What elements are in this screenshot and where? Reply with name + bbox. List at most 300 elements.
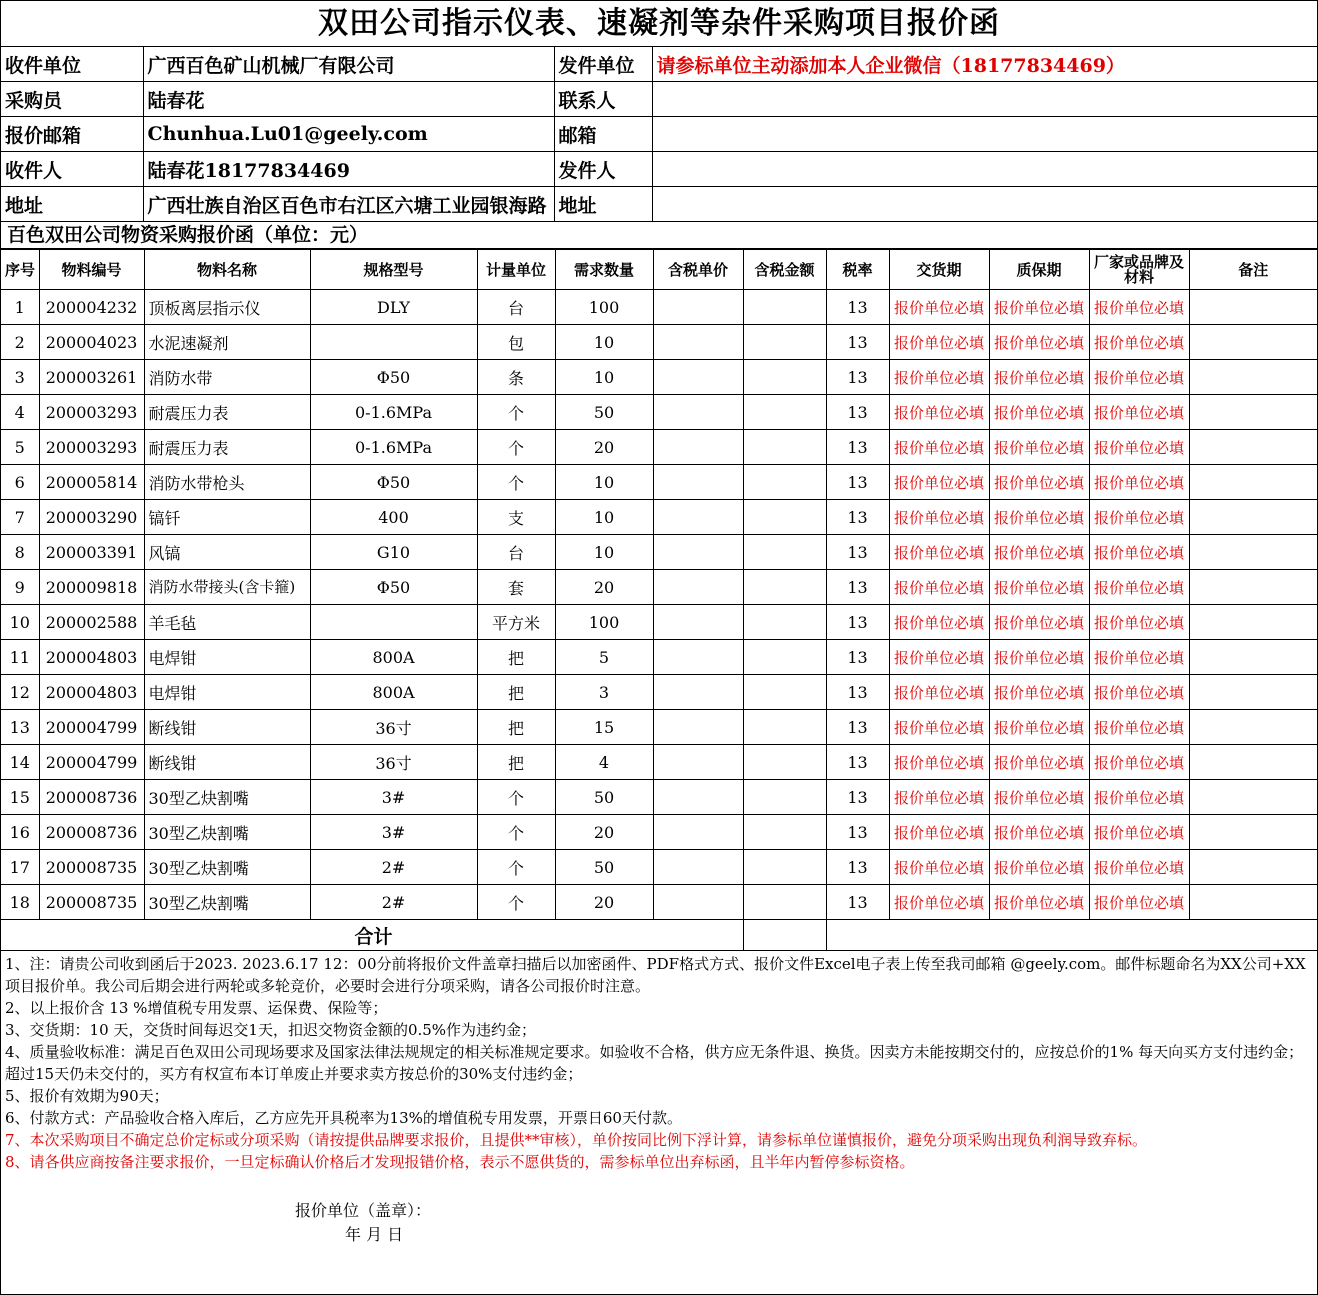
cell-remark[interactable] — [1189, 360, 1317, 395]
cell-amount[interactable] — [743, 675, 826, 710]
cell-name: 30型乙炔割嘴 — [144, 815, 310, 850]
cell-unit: 个 — [477, 815, 555, 850]
cell-tax: 13 — [826, 605, 889, 640]
info-value[interactable]: 陆春花 — [143, 82, 554, 117]
cell-code: 200003391 — [39, 535, 144, 570]
cell-spec — [310, 325, 477, 360]
cell-remark[interactable] — [1189, 815, 1317, 850]
info-label: 地址 — [1, 187, 143, 222]
cell-seq: 11 — [1, 640, 39, 675]
cell-brand[interactable]: 报价单位必填 — [1089, 850, 1189, 885]
cell-tax: 13 — [826, 570, 889, 605]
cell-spec: Φ50 — [310, 465, 477, 500]
cell-tax: 13 — [826, 430, 889, 465]
cell-code: 200008736 — [39, 815, 144, 850]
info-value[interactable]: 请参标单位主动添加本人企业微信（18177834469） — [652, 47, 1317, 82]
table-row — [1, 745, 1317, 780]
info-value[interactable] — [652, 152, 1317, 187]
cell-seq: 16 — [1, 815, 39, 850]
cell-spec: 3# — [310, 780, 477, 815]
cell-code: 200002588 — [39, 605, 144, 640]
cell-unit: 个 — [477, 430, 555, 465]
cell-price[interactable] — [653, 640, 743, 675]
cell-brand[interactable]: 报价单位必填 — [1089, 780, 1189, 815]
cell-brand[interactable]: 报价单位必填 — [1089, 535, 1189, 570]
cell-brand[interactable]: 报价单位必填 — [1089, 360, 1189, 395]
cell-brand[interactable]: 报价单位必填 — [1089, 500, 1189, 535]
cell-qty: 10 — [555, 465, 653, 500]
cell-unit: 平方米 — [477, 605, 555, 640]
cell-spec: 800A — [310, 675, 477, 710]
cell-delivery[interactable]: 报价单位必填 — [889, 535, 989, 570]
note-item: 8、请各供应商按备注要求报价，一旦定标确认价格后才发现报错价格，表示不愿供货的，需参标单位出弃标函，且半年内暂停参标资格。 — [5, 1153, 915, 1171]
table-row — [1, 535, 1317, 570]
info-value[interactable] — [652, 82, 1317, 117]
cell-delivery[interactable]: 报价单位必填 — [889, 395, 989, 430]
cell-code: 200004799 — [39, 745, 144, 780]
cell-tax: 13 — [826, 780, 889, 815]
cell-qty: 50 — [555, 850, 653, 885]
cell-name: 镐钎 — [144, 500, 310, 535]
cell-remark[interactable] — [1189, 710, 1317, 745]
cell-brand[interactable]: 报价单位必填 — [1089, 430, 1189, 465]
signature-label: 报价单位（盖章）： — [295, 1201, 432, 1220]
cell-tax: 13 — [826, 885, 889, 920]
table-row — [1, 360, 1317, 395]
notes-section — [1, 951, 1317, 1249]
cell-unit: 把 — [477, 640, 555, 675]
cell-code: 200009818 — [39, 570, 144, 605]
table-row — [1, 465, 1317, 500]
cell-tax: 13 — [826, 360, 889, 395]
cell-unit: 个 — [477, 395, 555, 430]
note-item: 6、付款方式：产品验收合格入库后，乙方应先开具税率为13%的增值税专用发票，开票日60天付款。 — [5, 1109, 682, 1127]
cell-code: 200008736 — [39, 780, 144, 815]
cell-spec: 0-1.6MPa — [310, 430, 477, 465]
table-row — [1, 815, 1317, 850]
cell-warranty[interactable]: 报价单位必填 — [989, 780, 1089, 815]
cell-name: 电焊钳 — [144, 675, 310, 710]
cell-price[interactable] — [653, 535, 743, 570]
header-code: 物料编号 — [39, 250, 144, 290]
cell-warranty[interactable]: 报价单位必填 — [989, 325, 1089, 360]
cell-code: 200004023 — [39, 325, 144, 360]
cell-amount[interactable] — [743, 395, 826, 430]
document-title: 双田公司指示仪表、速凝剂等杂件采购项目报价函 — [1, 1, 1317, 47]
info-label: 发件单位 — [554, 47, 652, 82]
cell-amount[interactable] — [743, 640, 826, 675]
info-label: 地址 — [554, 187, 652, 222]
cell-brand[interactable]: 报价单位必填 — [1089, 570, 1189, 605]
cell-price[interactable] — [653, 815, 743, 850]
cell-unit: 把 — [477, 675, 555, 710]
cell-spec: 2# — [310, 850, 477, 885]
cell-qty: 10 — [555, 500, 653, 535]
cell-warranty[interactable]: 报价单位必填 — [989, 745, 1089, 780]
table-row — [1, 500, 1317, 535]
cell-amount[interactable] — [743, 360, 826, 395]
cell-price[interactable] — [653, 675, 743, 710]
info-value[interactable]: 广西壮族自治区百色市右江区六塘工业园银海路 — [143, 187, 554, 222]
cell-brand[interactable]: 报价单位必填 — [1089, 745, 1189, 780]
cell-spec: 2# — [310, 885, 477, 920]
cell-brand[interactable]: 报价单位必填 — [1089, 290, 1189, 325]
cell-tax: 13 — [826, 640, 889, 675]
cell-qty: 10 — [555, 325, 653, 360]
cell-brand[interactable]: 报价单位必填 — [1089, 325, 1189, 360]
cell-delivery[interactable]: 报价单位必填 — [889, 290, 989, 325]
cell-seq: 1 — [1, 290, 39, 325]
cell-price[interactable] — [653, 570, 743, 605]
cell-amount[interactable] — [743, 745, 826, 780]
cell-remark[interactable] — [1189, 885, 1317, 920]
header-qty: 需求数量 — [555, 250, 653, 290]
cell-warranty[interactable]: 报价单位必填 — [989, 360, 1089, 395]
header-delivery: 交货期 — [889, 250, 989, 290]
info-label: 收件单位 — [1, 47, 143, 82]
note-item: 7、本次采购项目不确定总价定标或分项采购（请按提供品牌要求报价，且提供**审核），单价按同比例下浮计算，请参标单位谨慎报价，避免分项采购出现负利润导致弃标。 — [5, 1131, 1148, 1149]
cell-tax: 13 — [826, 535, 889, 570]
cell-delivery[interactable]: 报价单位必填 — [889, 605, 989, 640]
cell-name: 30型乙炔割嘴 — [144, 850, 310, 885]
cell-warranty[interactable]: 报价单位必填 — [989, 570, 1089, 605]
cell-code: 200008735 — [39, 850, 144, 885]
cell-warranty[interactable]: 报价单位必填 — [989, 850, 1089, 885]
header-price: 含税单价 — [653, 250, 743, 290]
cell-warranty[interactable]: 报价单位必填 — [989, 675, 1089, 710]
cell-code: 200008735 — [39, 885, 144, 920]
table-row — [1, 850, 1317, 885]
cell-amount[interactable] — [743, 535, 826, 570]
cell-warranty[interactable]: 报价单位必填 — [989, 465, 1089, 500]
cell-remark[interactable] — [1189, 290, 1317, 325]
cell-delivery[interactable]: 报价单位必填 — [889, 745, 989, 780]
cell-spec: DLY — [310, 290, 477, 325]
info-label: 收件人 — [1, 152, 143, 187]
header-seq: 序号 — [1, 250, 39, 290]
cell-delivery[interactable]: 报价单位必填 — [889, 465, 989, 500]
info-row — [1, 152, 1317, 187]
cell-warranty[interactable]: 报价单位必填 — [989, 500, 1089, 535]
info-row — [1, 187, 1317, 222]
cell-spec — [310, 605, 477, 640]
cell-remark[interactable] — [1189, 465, 1317, 500]
info-value[interactable]: 陆春花18177834469 — [143, 152, 554, 187]
cell-unit: 把 — [477, 710, 555, 745]
header-warranty: 质保期 — [989, 250, 1089, 290]
table-row — [1, 640, 1317, 675]
cell-amount[interactable] — [743, 850, 826, 885]
cell-price[interactable] — [653, 465, 743, 500]
cell-unit: 包 — [477, 325, 555, 360]
cell-name: 消防水带接头(含卡箍) — [144, 570, 310, 605]
table-row — [1, 885, 1317, 920]
cell-seq: 6 — [1, 465, 39, 500]
cell-qty: 10 — [555, 535, 653, 570]
cell-amount[interactable] — [743, 710, 826, 745]
note-item: 3、交货期：10 天，交货时间每迟交1天，扣迟交物资金额的0.5%作为违约金； — [5, 1021, 537, 1039]
cell-remark[interactable] — [1189, 570, 1317, 605]
cell-name: 断线钳 — [144, 745, 310, 780]
cell-amount[interactable] — [743, 815, 826, 850]
cell-spec: 800A — [310, 640, 477, 675]
cell-seq: 5 — [1, 430, 39, 465]
cell-tax: 13 — [826, 710, 889, 745]
total-label: 合计 — [1, 920, 743, 951]
info-label: 联系人 — [554, 82, 652, 117]
cell-delivery[interactable]: 报价单位必填 — [889, 815, 989, 850]
cell-seq: 7 — [1, 500, 39, 535]
cell-name: 耐震压力表 — [144, 430, 310, 465]
cell-code: 200004803 — [39, 640, 144, 675]
cell-spec: 36寸 — [310, 745, 477, 780]
cell-seq: 3 — [1, 360, 39, 395]
cell-seq: 4 — [1, 395, 39, 430]
cell-amount[interactable] — [743, 885, 826, 920]
info-label: 报价邮箱 — [1, 117, 143, 152]
cell-seq: 18 — [1, 885, 39, 920]
cell-warranty[interactable]: 报价单位必填 — [989, 710, 1089, 745]
info-table — [1, 47, 1317, 222]
cell-delivery[interactable]: 报价单位必填 — [889, 850, 989, 885]
cell-qty: 3 — [555, 675, 653, 710]
cell-seq: 12 — [1, 675, 39, 710]
table-row — [1, 325, 1317, 360]
cell-unit: 台 — [477, 290, 555, 325]
cell-warranty[interactable]: 报价单位必填 — [989, 605, 1089, 640]
note-item: 4、质量验收标准：满足百色双田公司现场要求及国家法律法规规定的相关标准规定要求。如验收不合格，供方应无条件退、换货。因卖方未能按期交付的，应按总价的1% 每天向买方支付违约金；超过15天仍未交付的，买方有权宣布本订单废止并要求卖方按总价的30%支付违约金； — [5, 1043, 1304, 1083]
cell-amount[interactable] — [743, 605, 826, 640]
cell-price[interactable] — [653, 430, 743, 465]
cell-name: 消防水带 — [144, 360, 310, 395]
header-brand: 厂家或品牌及材料 — [1089, 250, 1189, 290]
cell-remark[interactable] — [1189, 850, 1317, 885]
cell-tax: 13 — [826, 325, 889, 360]
cell-name: 断线钳 — [144, 710, 310, 745]
cell-warranty[interactable]: 报价单位必填 — [989, 430, 1089, 465]
cell-qty: 4 — [555, 745, 653, 780]
cell-amount[interactable] — [743, 290, 826, 325]
note-item: 5、报价有效期为90天； — [5, 1087, 169, 1105]
cell-delivery[interactable]: 报价单位必填 — [889, 360, 989, 395]
cell-price[interactable] — [653, 850, 743, 885]
cell-code: 200003290 — [39, 500, 144, 535]
header-name: 物料名称 — [144, 250, 310, 290]
items-table — [1, 249, 1317, 951]
cell-tax: 13 — [826, 500, 889, 535]
cell-amount[interactable] — [743, 780, 826, 815]
cell-remark[interactable] — [1189, 780, 1317, 815]
cell-name: 顶板离层指示仪 — [144, 290, 310, 325]
cell-price[interactable] — [653, 745, 743, 780]
cell-delivery[interactable]: 报价单位必填 — [889, 500, 989, 535]
cell-code: 200005814 — [39, 465, 144, 500]
cell-warranty[interactable]: 报价单位必填 — [989, 395, 1089, 430]
cell-qty: 15 — [555, 710, 653, 745]
cell-tax: 13 — [826, 815, 889, 850]
cell-delivery[interactable]: 报价单位必填 — [889, 640, 989, 675]
total-amount-cell[interactable] — [743, 920, 826, 951]
cell-unit: 支 — [477, 500, 555, 535]
cell-unit: 台 — [477, 535, 555, 570]
cell-seq: 2 — [1, 325, 39, 360]
cell-price[interactable] — [653, 605, 743, 640]
cell-qty: 20 — [555, 815, 653, 850]
cell-unit: 套 — [477, 570, 555, 605]
header-unit: 计量单位 — [477, 250, 555, 290]
cell-seq: 13 — [1, 710, 39, 745]
cell-price[interactable] — [653, 395, 743, 430]
cell-spec: 3# — [310, 815, 477, 850]
cell-brand[interactable]: 报价单位必填 — [1089, 710, 1189, 745]
info-value[interactable]: Chunhua.Lu01@geely.com — [143, 117, 554, 152]
cell-brand[interactable]: 报价单位必填 — [1089, 815, 1189, 850]
cell-name: 30型乙炔割嘴 — [144, 780, 310, 815]
info-label: 发件人 — [554, 152, 652, 187]
table-row — [1, 605, 1317, 640]
cell-unit: 条 — [477, 360, 555, 395]
cell-brand[interactable]: 报价单位必填 — [1089, 465, 1189, 500]
cell-remark[interactable] — [1189, 745, 1317, 780]
table-row — [1, 430, 1317, 465]
cell-price[interactable] — [653, 325, 743, 360]
cell-remark[interactable] — [1189, 325, 1317, 360]
cell-warranty[interactable]: 报价单位必填 — [989, 885, 1089, 920]
cell-seq: 10 — [1, 605, 39, 640]
info-label: 邮箱 — [554, 117, 652, 152]
cell-brand[interactable]: 报价单位必填 — [1089, 395, 1189, 430]
cell-delivery[interactable]: 报价单位必填 — [889, 710, 989, 745]
cell-unit: 个 — [477, 885, 555, 920]
cell-brand[interactable]: 报价单位必填 — [1089, 675, 1189, 710]
cell-remark[interactable] — [1189, 500, 1317, 535]
signature-date: 年 月 日 — [345, 1225, 404, 1244]
cell-qty: 50 — [555, 395, 653, 430]
cell-remark[interactable] — [1189, 535, 1317, 570]
header-spec: 规格型号 — [310, 250, 477, 290]
cell-qty: 5 — [555, 640, 653, 675]
cell-brand[interactable]: 报价单位必填 — [1089, 640, 1189, 675]
unit-line: 百色双田公司物资采购报价函（单位：元） — [1, 222, 1317, 249]
note-item: 1、注：请贵公司收到函后于2023. 2023.6.17 12：00分前将报价文件盖章扫描后以加密函件、PDF格式方式、报价文件Excel电子表上传至我司邮箱 @geely.com。邮件标题命名为XX公司+XX项目报价单。我公司后期会进行两轮或多轮竞价，必要时会进行分项采购，请各公司报价时注意。 — [5, 955, 1306, 995]
cell-price[interactable] — [653, 360, 743, 395]
cell-warranty[interactable]: 报价单位必填 — [989, 640, 1089, 675]
cell-code: 200004803 — [39, 675, 144, 710]
info-row — [1, 47, 1317, 82]
cell-code: 200003261 — [39, 360, 144, 395]
table-row — [1, 395, 1317, 430]
cell-seq: 15 — [1, 780, 39, 815]
cell-unit: 个 — [477, 465, 555, 500]
cell-remark[interactable] — [1189, 395, 1317, 430]
cell-price[interactable] — [653, 710, 743, 745]
cell-amount[interactable] — [743, 325, 826, 360]
cell-brand[interactable]: 报价单位必填 — [1089, 605, 1189, 640]
cell-unit: 把 — [477, 745, 555, 780]
total-row — [1, 920, 1317, 951]
header-remark: 备注 — [1189, 250, 1317, 290]
cell-tax: 13 — [826, 395, 889, 430]
cell-amount[interactable] — [743, 430, 826, 465]
cell-seq: 8 — [1, 535, 39, 570]
cell-name: 风镐 — [144, 535, 310, 570]
cell-spec: 36寸 — [310, 710, 477, 745]
table-row — [1, 780, 1317, 815]
info-value[interactable]: 广西百色矿山机械厂有限公司 — [143, 47, 554, 82]
cell-amount[interactable] — [743, 500, 826, 535]
cell-warranty[interactable]: 报价单位必填 — [989, 290, 1089, 325]
cell-delivery[interactable]: 报价单位必填 — [889, 430, 989, 465]
header-amount: 含税金额 — [743, 250, 826, 290]
cell-spec: G10 — [310, 535, 477, 570]
cell-tax: 13 — [826, 675, 889, 710]
cell-delivery[interactable]: 报价单位必填 — [889, 325, 989, 360]
cell-name: 羊毛毡 — [144, 605, 310, 640]
cell-name: 消防水带枪头 — [144, 465, 310, 500]
note-item: 2、以上报价含 13 %增值税专用发票、运保费、保险等； — [5, 999, 388, 1017]
info-row — [1, 117, 1317, 152]
table-row — [1, 570, 1317, 605]
cell-price[interactable] — [653, 290, 743, 325]
cell-delivery[interactable]: 报价单位必填 — [889, 885, 989, 920]
signature-block — [5, 1199, 1313, 1247]
cell-seq: 9 — [1, 570, 39, 605]
cell-tax: 13 — [826, 290, 889, 325]
items-header-row — [1, 250, 1317, 290]
cell-spec: Φ50 — [310, 570, 477, 605]
cell-code: 200003293 — [39, 395, 144, 430]
cell-remark[interactable] — [1189, 675, 1317, 710]
cell-name: 电焊钳 — [144, 640, 310, 675]
cell-spec: 0-1.6MPa — [310, 395, 477, 430]
cell-delivery[interactable]: 报价单位必填 — [889, 570, 989, 605]
cell-amount[interactable] — [743, 570, 826, 605]
cell-spec: Φ50 — [310, 360, 477, 395]
cell-price[interactable] — [653, 500, 743, 535]
cell-remark[interactable] — [1189, 605, 1317, 640]
cell-delivery[interactable]: 报价单位必填 — [889, 675, 989, 710]
info-value[interactable] — [652, 117, 1317, 152]
cell-warranty[interactable]: 报价单位必填 — [989, 535, 1089, 570]
cell-unit: 个 — [477, 850, 555, 885]
cell-remark[interactable] — [1189, 640, 1317, 675]
cell-qty: 20 — [555, 570, 653, 605]
cell-remark[interactable] — [1189, 430, 1317, 465]
cell-name: 耐震压力表 — [144, 395, 310, 430]
cell-amount[interactable] — [743, 465, 826, 500]
table-row — [1, 290, 1317, 325]
cell-name: 水泥速凝剂 — [144, 325, 310, 360]
cell-code: 200004232 — [39, 290, 144, 325]
cell-tax: 13 — [826, 850, 889, 885]
cell-qty: 20 — [555, 885, 653, 920]
cell-seq: 14 — [1, 745, 39, 780]
table-row — [1, 710, 1317, 745]
cell-name: 30型乙炔割嘴 — [144, 885, 310, 920]
cell-warranty[interactable]: 报价单位必填 — [989, 815, 1089, 850]
header-tax: 税率 — [826, 250, 889, 290]
cell-delivery[interactable]: 报价单位必填 — [889, 780, 989, 815]
cell-qty: 100 — [555, 605, 653, 640]
cell-seq: 17 — [1, 850, 39, 885]
cell-price[interactable] — [653, 780, 743, 815]
cell-qty: 50 — [555, 780, 653, 815]
info-value[interactable] — [652, 187, 1317, 222]
cell-tax: 13 — [826, 465, 889, 500]
cell-brand[interactable]: 报价单位必填 — [1089, 885, 1189, 920]
cell-price[interactable] — [653, 885, 743, 920]
cell-code: 200004799 — [39, 710, 144, 745]
